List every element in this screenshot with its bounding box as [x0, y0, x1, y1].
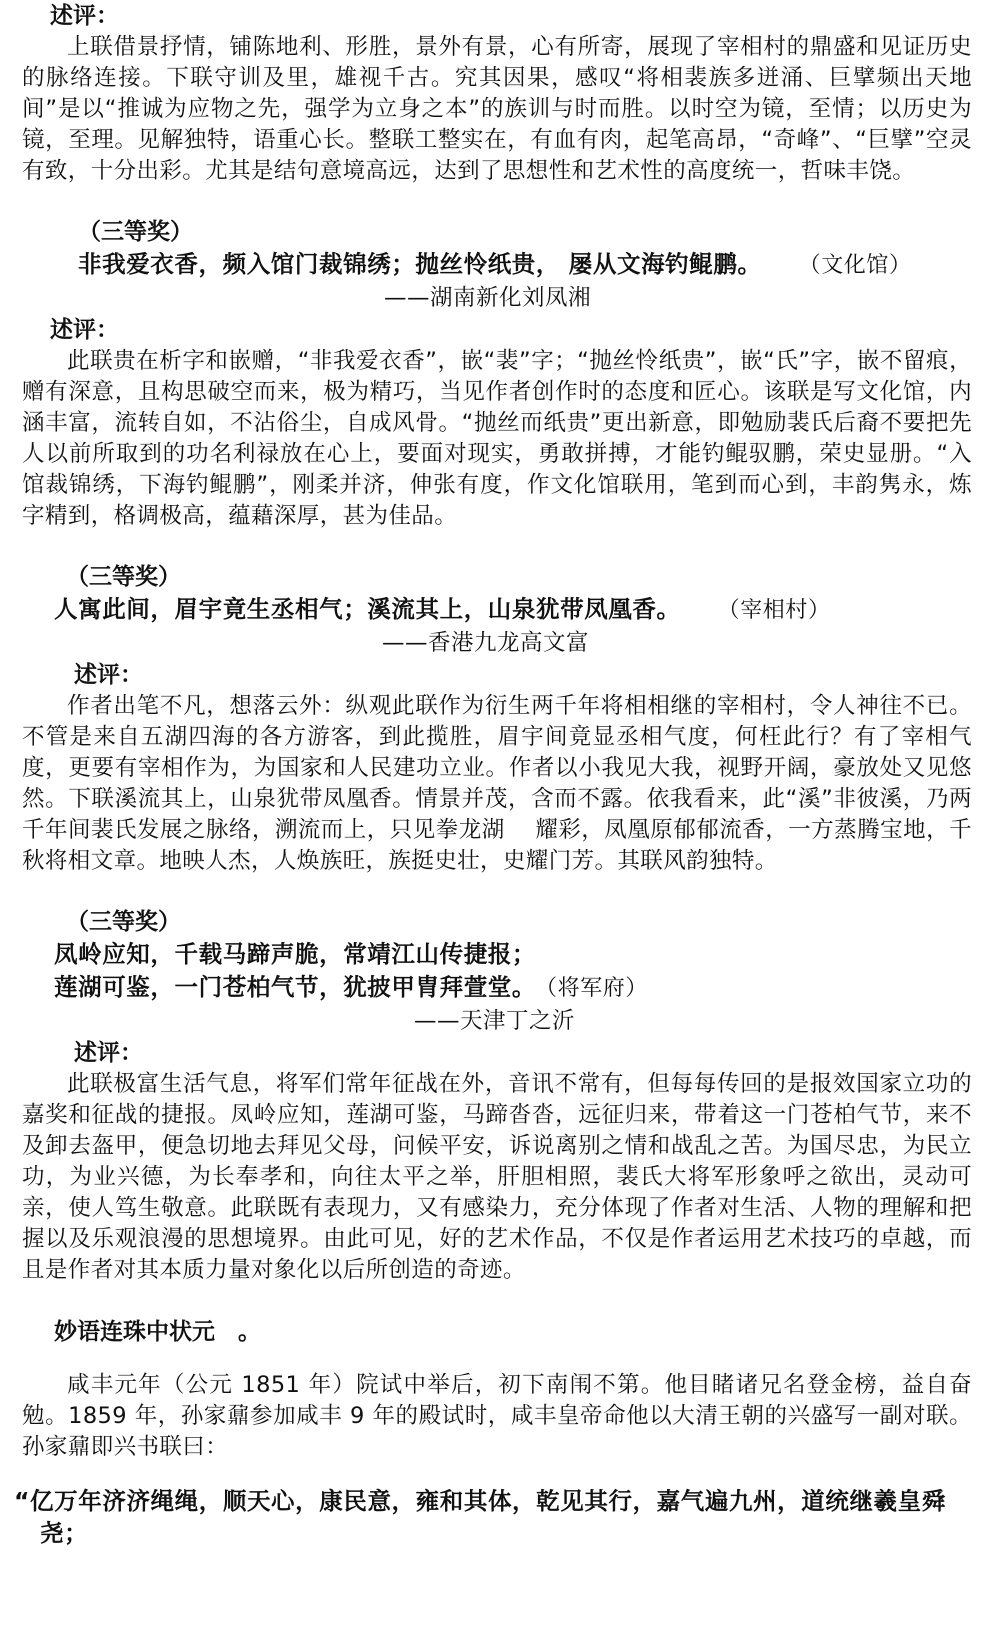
couplet-text: 非我爱衣香，频入馆门裁锦绣；抛丝怜纸贵， 屡从文海钓鲲鹏。 — [78, 250, 762, 278]
review-text: 上联借景抒情，铺陈地利、形胜，景外有景，心有所寄，展现了宰相村的鼎盛和见证历史的脉络连接。下联守训及里，雄视千古。究其因果，感叹“将相裴族多迸涌、巨擘频出天地间”是以“推诚为应物之先，强学为立身之本”的族训与时而胜。以时空为镜，至情；以历史为镜，至理。见解独特，语重心长。整联工整实在，有血有肉，起笔高昂，“奇峰”、“巨擘”空灵有致，十分出彩。尤其是结句意境高远，达到了思想性和艺术性的高度统一，哲味丰饶。 — [22, 34, 972, 184]
couplet-line-2 — [22, 971, 972, 1005]
couplet-text: 莲湖可鉴，一门苍柏气节，犹披甲胄拜萱堂。 — [54, 973, 536, 1001]
award-label: （三等奖） — [78, 219, 193, 245]
quote-line-2: 尧； — [40, 1519, 89, 1547]
couplet-line — [22, 248, 972, 282]
award-entry-general-mansion — [22, 907, 972, 1286]
award-entry-prime-minister-village — [22, 562, 972, 877]
review-heading: 述评： — [50, 317, 119, 343]
review-heading: 述评： — [74, 1040, 143, 1066]
award-entry-cultural-center — [22, 217, 972, 532]
venue-label: （文化馆） — [809, 253, 912, 278]
couplet-line — [22, 593, 972, 627]
review-text: 此联极富生活气息，将军们常年征战在外，音讯不常有，但每每传回的是报效国家立功的嘉奖和征战的捷报。凤岭应知，莲湖可鉴，马蹄沓沓，远征归来，带着这一门苍柏气节，来不及卸去盔甲，便急切地去拜见父母，问候平安，诉说离别之情和战乱之苦。为国尽忠，为民立功，为业兴德，为长奉孝和，向往太平之举，肝胆相照，裴氏大将军形象呼之欲出，灵动可亲，使人笃生敬意。此联既有表现力，又有感染力，充分体现了作者对生活、人物的理解和把握以及乐观浪漫的思想境界。由此可见，好的艺术作品，不仅是作者运用艺术技巧的卓越，而且是作者对其本质力量对象化以后所创造的奇迹。 — [22, 1071, 972, 1283]
review-text: 作者出笔不凡，想落云外：纵观此联作为衍生两千年将相相继的宰相村，令人神往不已。不管是来自五湖四海的各方游客，到此揽胜，眉宇间竟显丞相气度，何枉此行？有了宰相气度，更要有宰相作为，为国家和人民建功立业。作者以小我见大我，视野开阔，豪放处又见悠然。下联溪流其上，山泉犹带凤凰香。情景并茂，含而不露。依我看来，此“溪”非彼溪，乃两千年间裴氏发展之脉络，溯流而上，只见拳龙湖 耀彩，凤凰原郁郁流香，一方蒸腾宝地，千秋将相文章。地映人杰，人焕族旺，族挺史壮，史耀门芳。其联风韵独特。 — [22, 693, 972, 874]
review-text: 此联贵在析字和嵌赠，“非我爱衣香”，嵌“裴”字；“抛丝怜纸贵”，嵌“氏”字，嵌不留痕，赠有深意，且构思破空而来，极为精巧，当见作者创作时的态度和匠心。该联是写文化馆，内涵丰富，流转自如，不沾俗尘，自成风骨。“抛丝而纸贵”更出新意，即勉励裴氏后裔不要把先人以前所取到的功名利禄放在心上，要面对现实，勇敢拼搏，才能钓鲲驭鹏，荣史显册。“入馆裁锦绣，下海钓鲲鹏”，刚柔并济，伸张有度，作文化馆联用，笔到而心到，丰韵隽永，炼字精到，格调极高，蕴藉深厚，甚为佳品。 — [22, 348, 972, 529]
story-section — [14, 1316, 972, 1549]
venue-label: （宰相村） — [728, 598, 831, 623]
couplet-line-1: 凤岭应知，千载马蹄声脆，常靖江山传捷报； — [54, 940, 536, 968]
story-paragraph: 咸丰元年（公元 1851 年）院试中举后，初下南闱不第。他目睹诸兄名登金榜，益自奋勉。1859 年，孙家鼐参加咸丰 9 年的殿试时，咸丰皇帝命他以大清王朝的兴盛写一副对联。孙家鼐即兴书联曰： — [22, 1372, 972, 1460]
author-line: ——香港九龙高文富 — [382, 630, 590, 656]
review-heading: 述评： — [74, 662, 143, 688]
award-label: （三等奖） — [66, 909, 181, 935]
author-line: ——天津丁之沂 — [414, 1008, 576, 1034]
venue-label: （将军府） — [546, 976, 649, 1001]
author-line: ——湖南新化刘凤湘 — [384, 285, 592, 311]
review-heading: 述评： — [50, 3, 119, 29]
story-title: 妙语连珠中状元 。 — [54, 1319, 261, 1345]
couplet-text: 人寓此间，眉宇竟生丞相气；溪流其上，山泉犹带凤凰香。 — [54, 595, 681, 623]
award-label: （三等奖） — [66, 564, 181, 590]
intro-review-section — [22, 0, 972, 187]
quote-line-1: “亿万年济济绳绳，顺天心，康民意，雍和其体，乾见其行，嘉气遍九州，道统继羲皇舜 — [14, 1487, 946, 1515]
